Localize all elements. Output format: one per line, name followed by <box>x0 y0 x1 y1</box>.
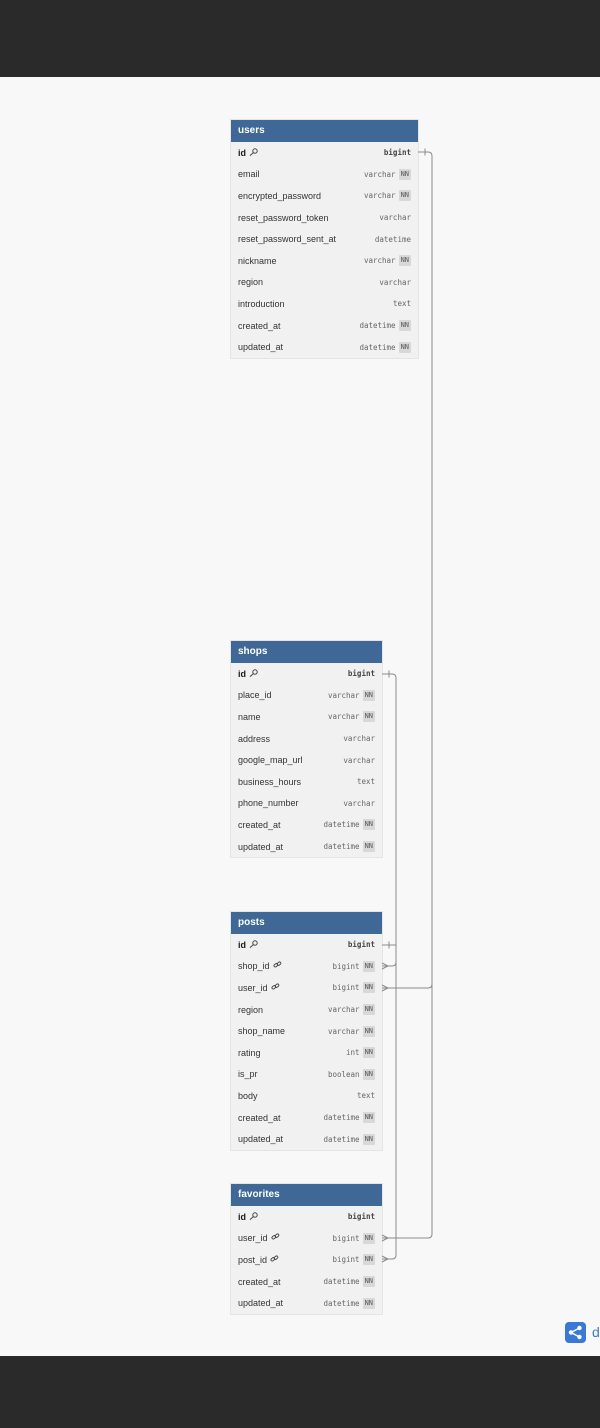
column-row[interactable] <box>231 1042 382 1064</box>
column-row[interactable] <box>231 1128 382 1150</box>
column-row[interactable] <box>231 685 382 707</box>
column-type: bigint <box>347 669 375 679</box>
brand-text: d <box>592 1324 600 1340</box>
not-null-badge: NN <box>364 712 373 721</box>
column-row[interactable] <box>231 164 418 186</box>
not-null-badge: NN <box>364 1005 373 1014</box>
column-type: datetime <box>323 1134 360 1144</box>
key-icon <box>249 148 258 158</box>
column-name: id <box>238 668 246 679</box>
not-null-badge: NN <box>364 1255 373 1264</box>
not-null-badge: NN <box>400 321 409 330</box>
column-type: boolean <box>327 1069 360 1079</box>
column-type: datetime <box>323 842 360 852</box>
not-null-badge: NN <box>364 1026 373 1035</box>
column-name: phone_number <box>238 798 299 809</box>
column-name: created_at <box>238 1112 281 1123</box>
column-type: text <box>392 299 411 309</box>
column-row[interactable] <box>231 749 382 771</box>
column-type: text <box>356 777 375 787</box>
link-icon <box>273 961 282 971</box>
column-type: bigint <box>347 1212 375 1222</box>
column-row[interactable] <box>231 728 382 750</box>
not-null-badge: NN <box>400 191 409 200</box>
column-name: region <box>238 1004 264 1015</box>
column-name: updated_at <box>238 841 284 852</box>
column-row[interactable] <box>231 207 418 229</box>
column-name: updated_at <box>238 1134 284 1145</box>
column-row[interactable] <box>231 814 382 836</box>
column-row[interactable] <box>231 836 382 858</box>
key-icon <box>249 1212 258 1222</box>
table-posts[interactable] <box>231 912 382 1150</box>
not-null-badge: NN <box>364 1233 373 1242</box>
column-type: varchar <box>327 712 360 722</box>
column-row[interactable] <box>231 228 418 250</box>
column-type: int <box>346 1048 360 1058</box>
link-icon <box>270 1255 279 1265</box>
column-name: id <box>238 1211 246 1222</box>
column-row[interactable] <box>231 706 382 728</box>
column-type: varchar <box>327 1005 360 1015</box>
column-name: shop_id <box>238 961 270 972</box>
column-type: bigint <box>332 983 360 993</box>
column-row[interactable] <box>231 1064 382 1086</box>
column-name: id <box>238 939 246 950</box>
column-row[interactable] <box>231 185 418 207</box>
column-type: varchar <box>327 1026 360 1036</box>
column-name: created_at <box>238 320 281 331</box>
brand-badge[interactable] <box>565 1322 600 1344</box>
column-type: varchar <box>379 277 411 287</box>
table-users[interactable] <box>231 120 418 358</box>
column-name: id <box>238 147 246 158</box>
column-name: rating <box>238 1047 261 1058</box>
not-null-badge: NN <box>364 1277 373 1286</box>
column-type: varchar <box>343 734 375 744</box>
column-type: bigint <box>347 940 375 950</box>
column-row[interactable] <box>231 1271 382 1293</box>
column-row[interactable] <box>231 272 418 294</box>
not-null-badge: NN <box>364 842 373 851</box>
column-row[interactable] <box>231 1249 382 1271</box>
not-null-badge: NN <box>364 1298 373 1307</box>
column-row[interactable] <box>231 336 418 358</box>
not-null-badge: NN <box>364 690 373 699</box>
column-name: business_hours <box>238 776 302 787</box>
column-type: datetime <box>374 234 411 244</box>
column-row[interactable] <box>231 1085 382 1107</box>
column-row[interactable] <box>231 771 382 793</box>
column-type: varchar <box>363 169 396 179</box>
column-type: bigint <box>332 961 360 971</box>
column-type: varchar <box>327 690 360 700</box>
link-icon <box>271 1233 280 1243</box>
column-row[interactable] <box>231 956 382 978</box>
table-header[interactable]: posts <box>231 912 382 934</box>
not-null-badge: NN <box>364 1113 373 1122</box>
column-name: address <box>238 733 271 744</box>
column-name: user_id <box>238 1233 268 1244</box>
column-name: email <box>238 169 260 180</box>
column-row[interactable] <box>231 999 382 1021</box>
column-name: updated_at <box>238 1298 284 1309</box>
column-type: varchar <box>343 755 375 765</box>
table-shops[interactable] <box>231 641 382 857</box>
not-null-badge: NN <box>400 342 409 351</box>
column-type: bigint <box>332 1233 360 1243</box>
column-row[interactable] <box>231 793 382 815</box>
column-row[interactable] <box>231 1020 382 1042</box>
link-icon <box>271 983 280 993</box>
column-type: text <box>356 1091 375 1101</box>
key-icon <box>249 940 258 950</box>
column-name: is_pr <box>238 1069 258 1080</box>
not-null-badge: NN <box>364 961 373 970</box>
column-type: datetime <box>323 820 360 830</box>
table-header[interactable]: users <box>231 120 418 142</box>
column-name: user_id <box>238 982 268 993</box>
column-type: varchar <box>363 191 396 201</box>
column-name: body <box>238 1090 258 1101</box>
table-header[interactable]: favorites <box>231 1184 382 1206</box>
column-name: created_at <box>238 819 281 830</box>
column-row[interactable] <box>231 315 418 337</box>
not-null-badge: NN <box>364 1048 373 1057</box>
column-row[interactable] <box>231 1292 382 1314</box>
column-type: datetime <box>323 1298 360 1308</box>
share-icon <box>565 1322 586 1343</box>
column-row[interactable] <box>231 1228 382 1250</box>
column-row[interactable] <box>231 663 382 685</box>
not-null-badge: NN <box>400 256 409 265</box>
table-header[interactable]: shops <box>231 641 382 663</box>
column-row[interactable] <box>231 934 382 956</box>
not-null-badge: NN <box>364 983 373 992</box>
column-name: reset_password_sent_at <box>238 234 337 245</box>
column-type: datetime <box>359 321 396 331</box>
column-type: varchar <box>379 213 411 223</box>
column-row[interactable] <box>231 1107 382 1129</box>
column-type: varchar <box>363 256 396 266</box>
column-row[interactable] <box>231 1206 382 1228</box>
column-row[interactable] <box>231 293 418 315</box>
column-name: introduction <box>238 298 285 309</box>
column-name: encrypted_password <box>238 190 322 201</box>
not-null-badge: NN <box>364 1134 373 1143</box>
column-type: datetime <box>323 1113 360 1123</box>
column-type: datetime <box>359 342 396 352</box>
column-row[interactable] <box>231 142 418 164</box>
top-bar <box>0 0 600 77</box>
not-null-badge: NN <box>400 169 409 178</box>
not-null-badge: NN <box>364 1069 373 1078</box>
column-name: google_map_url <box>238 755 303 766</box>
column-name: created_at <box>238 1276 281 1287</box>
column-name: region <box>238 277 264 288</box>
column-name: updated_at <box>238 342 284 353</box>
not-null-badge: NN <box>364 820 373 829</box>
column-name: reset_password_token <box>238 212 329 223</box>
column-name: place_id <box>238 690 272 701</box>
column-row[interactable] <box>231 977 382 999</box>
column-name: shop_name <box>238 1026 286 1037</box>
column-name: nickname <box>238 255 277 266</box>
key-icon <box>249 669 258 679</box>
column-row[interactable] <box>231 250 418 272</box>
bottom-bar <box>0 1356 600 1428</box>
table-favorites[interactable] <box>231 1184 382 1314</box>
column-type: datetime <box>323 1277 360 1287</box>
column-type: bigint <box>383 148 411 158</box>
column-type: varchar <box>343 798 375 808</box>
column-name: name <box>238 711 261 722</box>
column-name: post_id <box>238 1254 268 1265</box>
column-type: bigint <box>332 1255 360 1265</box>
